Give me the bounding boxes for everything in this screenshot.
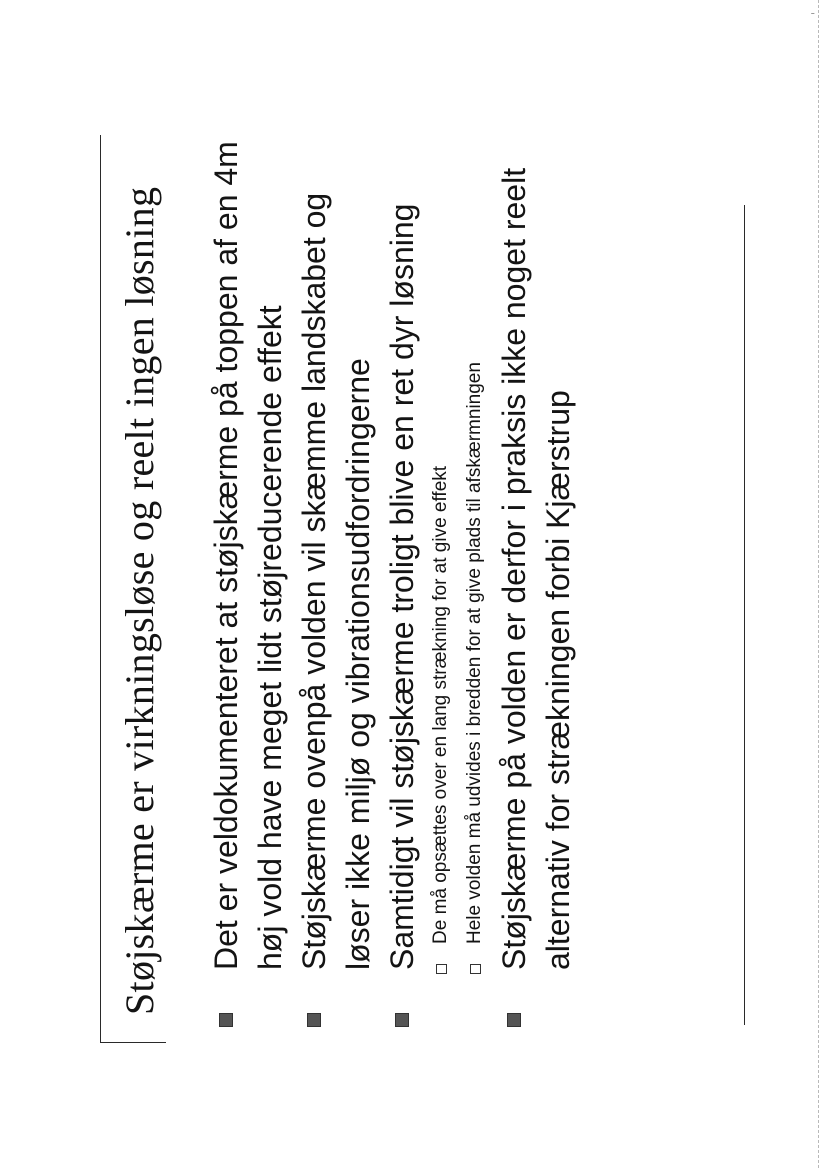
bullet-text: Støjskærme ovenpå volden vil skæmme landskabet og løser ikke miljø og vibrationsudfordringerne: [296, 192, 376, 970]
scan-page-edge: [818, 0, 819, 1168]
slide-frame-bottom: [100, 1042, 166, 1043]
bullet-list: [204, 140, 580, 1040]
bullet-item: [204, 140, 292, 1040]
bullet-text: Støjskærme på volden er derfor i praksis ikke noget reelt alternativ for strækningen forbi Kjærstrup: [496, 167, 576, 970]
hollow-square-bullet-icon: [436, 964, 447, 974]
square-bullet-icon: [395, 1013, 409, 1027]
square-bullet-icon: [307, 1013, 321, 1027]
rotated-slide: [112, 140, 762, 1040]
bullet-text: Det er veldokumenteret at støjskærme på toppen af en 4m høj vold have meget lidt støjreducerende effekt: [208, 141, 288, 970]
square-bullet-icon: [219, 1013, 233, 1027]
square-bullet-icon: [507, 1013, 521, 1027]
scan-corner-mark: -: [810, 6, 815, 20]
slide-title: Støjskærme er virkningsløse og reelt ingen løsning: [117, 186, 162, 1015]
slide-frame-left: [100, 135, 101, 1043]
bullet-text: Samtidigt vil støjskærme troligt blive en ret dyr løsning: [384, 203, 420, 970]
hollow-square-bullet-icon: [470, 964, 481, 974]
sub-bullet-item: [424, 140, 458, 1040]
sub-bullet-text: De må opsættes over en lang strækning for at give effekt: [430, 465, 451, 944]
bullet-item: [380, 140, 424, 1040]
sub-bullet-item: [458, 140, 492, 1040]
sub-bullet-text: Hele volden må udvides i bredden for at give plads til afskærmningen: [464, 362, 485, 944]
bullet-item: [292, 140, 380, 1040]
bullet-item: [492, 140, 580, 1040]
